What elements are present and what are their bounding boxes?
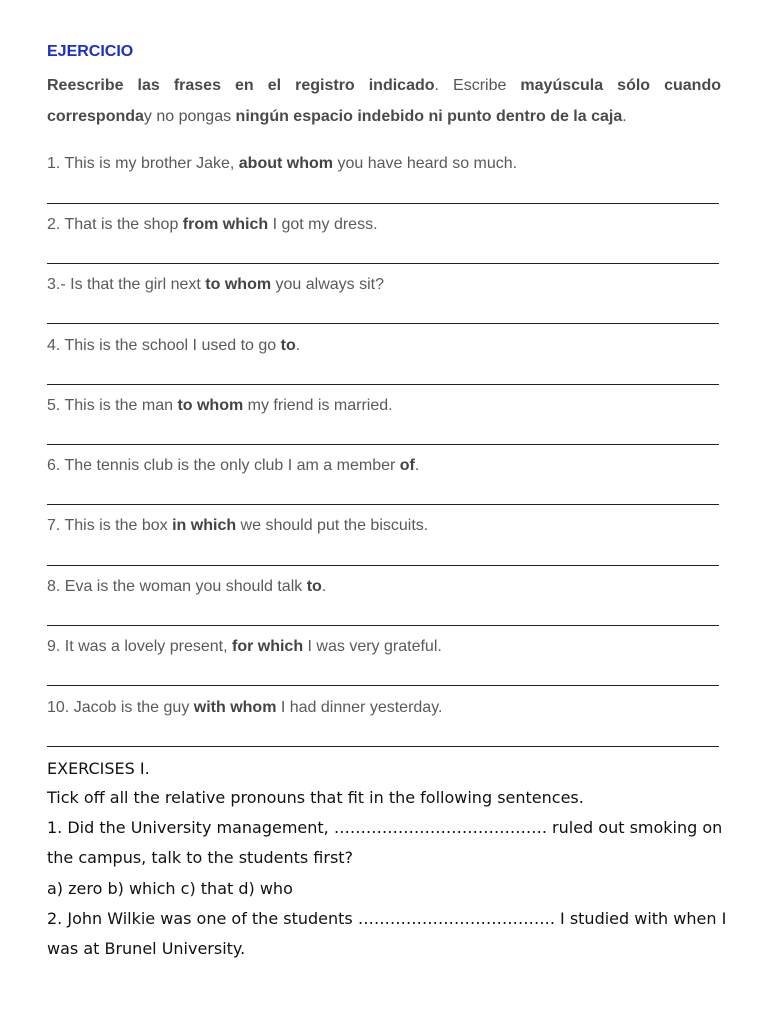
sentence-text: 4. This is the school I used to go — [47, 337, 281, 354]
sentence-10 — [47, 698, 721, 718]
sentence-text: my friend is married. — [243, 397, 393, 414]
instructions-part-2: . Escribe — [434, 77, 521, 94]
sentence-keyword: to — [306, 578, 322, 595]
sentence-text: . — [295, 337, 301, 354]
answer-line-4[interactable] — [47, 384, 719, 385]
sentence-8 — [47, 577, 721, 597]
sentence-6 — [47, 456, 721, 476]
answer-line-6[interactable] — [47, 504, 719, 505]
instructions — [47, 70, 721, 132]
sentence-keyword: about whom — [238, 155, 333, 172]
instructions-part-3: mayúscula sólo cuando corresponda — [47, 77, 722, 125]
sentence-5 — [47, 396, 721, 416]
sentence-text: I had dinner yesterday. — [276, 699, 443, 716]
sentence-text: 3.- Is that the girl next — [47, 276, 206, 293]
sentence-9 — [47, 637, 721, 657]
exercise-question-2: 2. John Wilkie was one of the students ………………………………. I studied with when I was at Brunel University. — [47, 909, 727, 958]
instructions-part-1: Reescribe las frases en el registro indicado — [47, 77, 435, 94]
answer-line-2[interactable] — [47, 263, 719, 264]
answer-line-1[interactable] — [47, 203, 719, 204]
answer-line-9[interactable] — [47, 685, 719, 686]
sentence-text: 7. This is the box — [47, 517, 173, 534]
sentence-text: 10. Jacob is the guy — [47, 699, 194, 716]
exercise-title: EJERCICIO — [47, 43, 134, 60]
exercise-question-1: 1. Did the University management, …………………………………. ruled out smoking on the campus, talk to the students first? — [47, 818, 723, 867]
sentence-keyword: with whom — [193, 699, 277, 716]
exercises-heading: EXERCISES I. — [47, 759, 150, 778]
sentence-keyword: for which — [231, 638, 304, 655]
sentence-text: 8. Eva is the woman you should talk — [47, 578, 307, 595]
sentence-text: . — [414, 457, 420, 474]
sentence-keyword: from which — [182, 216, 269, 233]
answer-line-8[interactable] — [47, 625, 719, 626]
answer-line-7[interactable] — [47, 565, 719, 566]
answer-line-5[interactable] — [47, 444, 719, 445]
sentence-keyword: to — [280, 337, 296, 354]
sentence-text: 9. It was a lovely present, — [47, 638, 232, 655]
answer-line-10[interactable] — [47, 746, 719, 747]
sentence-text: 1. This is my brother Jake, — [47, 155, 239, 172]
sentence-keyword: to whom — [205, 276, 272, 293]
exercise-question-1-options: a) zero b) which c) that d) who — [47, 879, 293, 898]
sentence-text: I got my dress. — [268, 216, 378, 233]
instructions-part-4: y no pongas — [143, 108, 236, 125]
answer-line-3[interactable] — [47, 323, 719, 324]
sentence-text: . — [321, 578, 327, 595]
sentence-text: we should put the biscuits. — [236, 517, 429, 534]
sentence-keyword: in which — [172, 517, 237, 534]
instructions-part-5: ningún espacio indebido ni punto dentro de la caja — [235, 108, 623, 125]
sentence-text: you have heard so much. — [333, 155, 518, 172]
sentence-7 — [47, 516, 721, 536]
sentence-keyword: to whom — [177, 397, 244, 414]
sentence-4 — [47, 336, 721, 356]
instructions-part-6: . — [622, 108, 627, 125]
sentence-text: 2. That is the shop — [47, 216, 183, 233]
sentence-2 — [47, 215, 721, 235]
sentence-keyword: of — [399, 457, 415, 474]
sentence-text: you always sit? — [271, 276, 384, 293]
sentence-text: 5. This is the man — [47, 397, 178, 414]
sentence-text: 6. The tennis club is the only club I am a member — [47, 457, 400, 474]
exercises-instruction: Tick off all the relative pronouns that fit in the following sentences. — [47, 788, 584, 807]
sentence-text: I was very grateful. — [303, 638, 442, 655]
sentence-1 — [47, 154, 721, 174]
sentence-3 — [47, 275, 721, 295]
